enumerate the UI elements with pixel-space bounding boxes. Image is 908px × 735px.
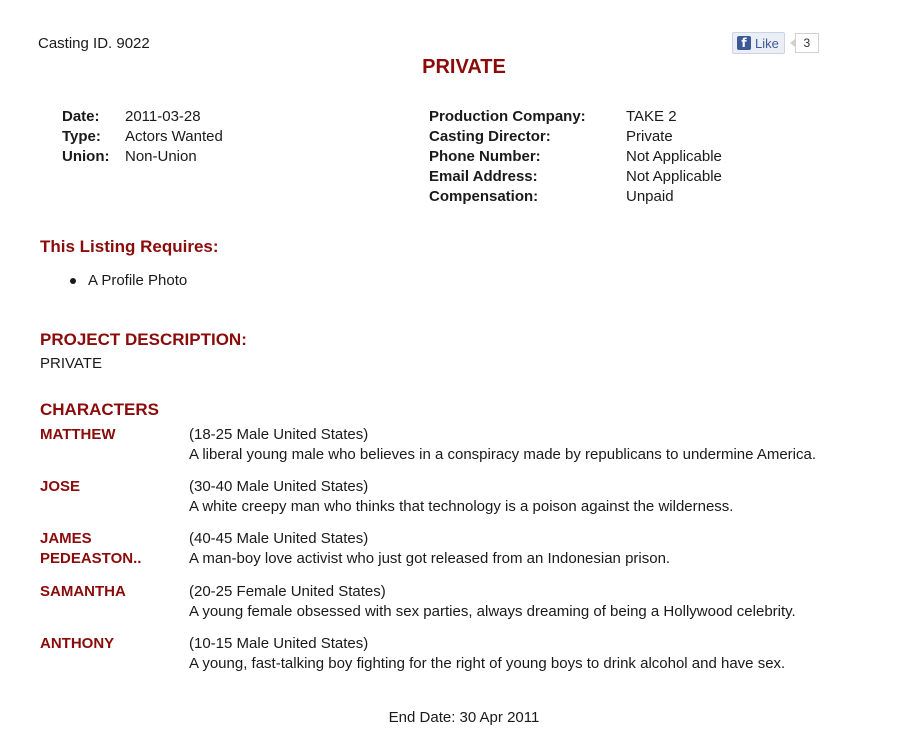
detail-value: Not Applicable bbox=[626, 148, 722, 165]
detail-value: Not Applicable bbox=[626, 168, 722, 185]
characters-heading: CHARACTERS bbox=[40, 400, 159, 419]
character-description: A white creepy man who thinks that technology is a poison against the wilderness. bbox=[189, 498, 734, 515]
character-name-line: PEDEASTON.. bbox=[40, 550, 142, 567]
detail-key: Compensation: bbox=[429, 188, 539, 205]
facebook-like-widget bbox=[732, 32, 819, 54]
character-description: A young female obsessed with sex parties, always dreaming of being a Hollywood celebrity. bbox=[189, 603, 796, 620]
detail-key: Email Address: bbox=[429, 168, 538, 185]
character-info-samantha bbox=[189, 582, 796, 622]
character-meta: (40-45 Male United States) bbox=[189, 530, 369, 547]
character-meta: (20-25 Female United States) bbox=[189, 583, 386, 600]
character-name-line: JAMES bbox=[40, 530, 92, 547]
character-name-james[interactable] bbox=[40, 529, 180, 569]
detail-key: Production Company: bbox=[429, 108, 586, 125]
details-left bbox=[62, 107, 223, 167]
project-description-heading: PROJECT DESCRIPTION: bbox=[40, 330, 247, 349]
detail-key: Type: bbox=[62, 128, 101, 145]
detail-value: Private bbox=[626, 128, 673, 145]
detail-value: Non-Union bbox=[125, 148, 197, 165]
detail-production-company bbox=[429, 107, 722, 127]
character-info-anthony bbox=[189, 634, 785, 674]
requirement-item bbox=[70, 272, 187, 289]
detail-casting-director bbox=[429, 127, 722, 147]
detail-key: Casting Director: bbox=[429, 128, 551, 145]
character-description: A young, fast-talking boy fighting for the right of young boys to drink alcohol and have sex. bbox=[189, 655, 786, 672]
like-count: 3 bbox=[795, 33, 819, 53]
detail-email-address bbox=[429, 167, 722, 187]
character-info-matthew bbox=[189, 425, 816, 465]
character-info-jose bbox=[189, 477, 733, 517]
detail-value: 2011-03-28 bbox=[125, 108, 201, 125]
detail-key: Phone Number: bbox=[429, 148, 541, 165]
character-name-line: JOSE bbox=[40, 478, 81, 495]
character-name-anthony[interactable] bbox=[40, 634, 180, 654]
facebook-icon: f bbox=[737, 36, 751, 50]
bullet-icon bbox=[70, 278, 76, 284]
detail-value: TAKE 2 bbox=[626, 108, 677, 125]
character-meta: (18-25 Male United States) bbox=[189, 426, 369, 443]
character-name-samantha[interactable] bbox=[40, 582, 180, 602]
project-description-text: PRIVATE bbox=[40, 355, 102, 372]
character-meta: (30-40 Male United States) bbox=[189, 478, 369, 495]
character-name-line: SAMANTHA bbox=[40, 583, 126, 600]
detail-type bbox=[62, 127, 223, 147]
end-date: End Date: 30 Apr 2011 bbox=[388, 709, 540, 726]
like-label: Like bbox=[755, 35, 779, 51]
detail-compensation bbox=[429, 187, 722, 207]
casting-id: Casting ID. 9022 bbox=[38, 35, 150, 52]
page-title: PRIVATE bbox=[422, 56, 506, 78]
character-name-line: ANTHONY bbox=[40, 635, 115, 652]
detail-phone-number bbox=[429, 147, 722, 167]
character-info-james bbox=[189, 529, 670, 569]
detail-date bbox=[62, 107, 223, 127]
detail-union bbox=[62, 147, 223, 167]
detail-value: Unpaid bbox=[626, 188, 674, 205]
requirement-label: A Profile Photo bbox=[88, 272, 188, 289]
details-right bbox=[429, 107, 722, 207]
character-meta: (10-15 Male United States) bbox=[189, 635, 369, 652]
detail-key: Date: bbox=[62, 108, 100, 125]
character-name-matthew[interactable] bbox=[40, 425, 180, 445]
character-name-line: MATTHEW bbox=[40, 426, 116, 443]
facebook-like-button[interactable] bbox=[732, 32, 785, 54]
character-description: A liberal young male who believes in a conspiracy made by republicans to undermine America. bbox=[189, 446, 817, 463]
detail-value: Actors Wanted bbox=[125, 128, 223, 145]
requirements-heading: This Listing Requires: bbox=[40, 237, 219, 256]
character-description: A man-boy love activist who just got released from an Indonesian prison. bbox=[189, 550, 671, 567]
character-name-jose[interactable] bbox=[40, 477, 180, 497]
detail-key: Union: bbox=[62, 148, 110, 165]
